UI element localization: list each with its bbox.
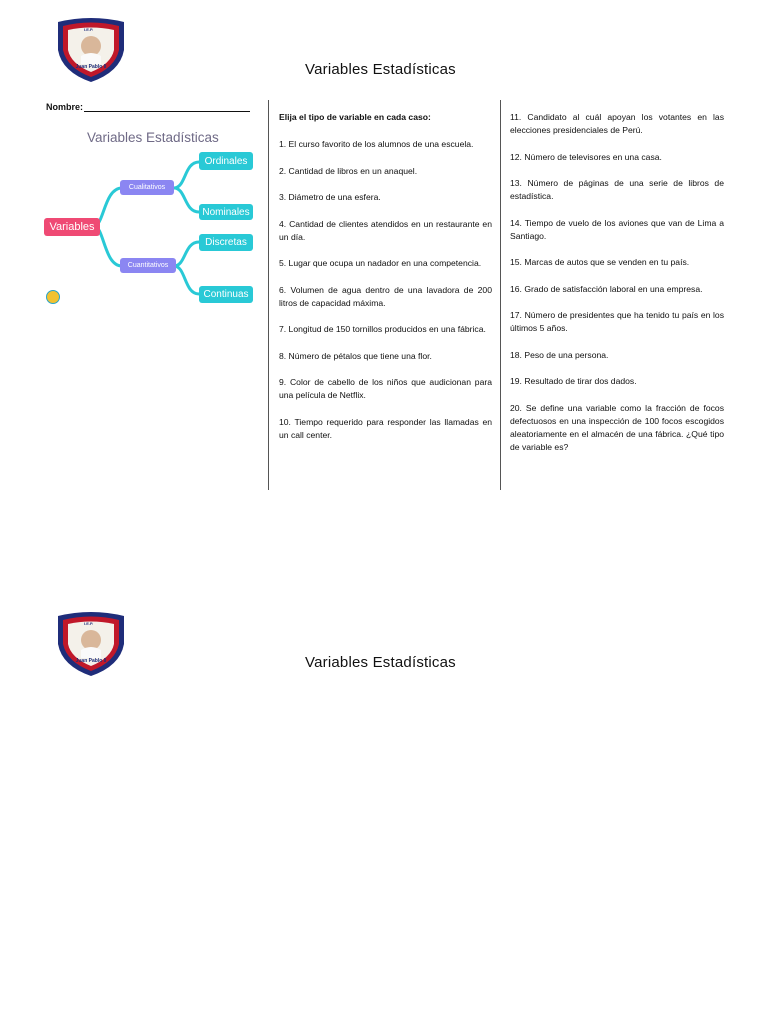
mindmap-badge-icon [46,290,60,304]
question-8: 8. Número de pétalos que tiene una flor. [279,350,432,361]
mindmap-title: Variables Estadísticas [87,130,219,145]
question-11: 11. Candidato al cuál apoyan los votantes en las elecciones presidenciales de Perú. [510,112,724,135]
question-4: 4. Cantidad de clientes atendidos en un restaurante en un día. [279,218,492,242]
question-9: 9. Color de cabello de los niños que audicionan para una película de Netflix. [279,377,492,400]
mindmap-leaf-ordinales: Ordinales [199,152,253,170]
logo-name-text-page2: Juan Pablo II [75,658,107,664]
mindmap-leaf-nominales: Nominales [199,204,253,220]
logo-top-text-page2: I.E.P. [84,621,94,626]
question-17: 17. Número de presidentes que ha tenido tu país en los últimos 5 años. [510,310,724,333]
instructions: Elija el tipo de variable en cada caso: [279,112,431,122]
mindmap [44,122,256,308]
school-logo [54,16,128,84]
mindmap-leaf-discretas: Discretas [199,234,253,251]
question-20: 20. Se define una variable como la fracción de focos defectuosos en una inspección de 100 focos escogidos aleatoriamente en el almacén de una fábrica. ¿Qué tipo de variable es? [510,402,724,452]
page-title: Variables Estadísticas [305,61,456,78]
question-16: 16. Grado de satisfacción laboral en una empresa. [510,283,703,294]
column-divider-left [268,100,269,490]
question-12: 12. Número de televisores en una casa. [510,151,662,162]
nombre-label: Nombre: [46,102,84,112]
mindmap-branch-cualitativos: Cualitativos [120,180,174,195]
mindmap-root: Variables [44,218,100,236]
question-6: 6. Volumen de agua dentro de una lavadora de 200 litros de capacidad máxima. [279,284,492,308]
nombre-line[interactable] [84,103,250,112]
mindmap-leaf-continuas: Continuas [199,286,253,303]
logo-name-text: Juan Pablo II [75,64,107,70]
column-divider-right [500,100,501,490]
question-15: 15. Marcas de autos que se venden en tu país. [510,257,690,267]
question-3: 3. Diámetro de una esfera. [279,192,381,202]
question-7: 7. Longitud de 150 tornillos producidos en una fábrica. [279,324,486,334]
question-2: 2. Cantidad de libros en un anaquel. [279,165,418,176]
questions-column-1 [279,111,492,455]
page-title-page2: Variables Estadísticas [305,654,456,671]
mindmap-branch-cuantitativos: Cuantitativos [120,258,176,273]
question-1: 1. El curso favorito de los alumnos de una escuela. [279,139,474,149]
logo-top-text: I.E.P. [84,27,94,32]
question-5: 5. Lugar que ocupa un nadador en una competencia. [279,258,482,268]
school-logo-page2 [54,610,128,678]
question-13: 13. Número de páginas de una serie de libros de estadística. [510,178,724,201]
questions-column-2 [510,111,724,467]
nombre-field[interactable] [46,102,250,112]
question-19: 19. Resultado de tirar dos dados. [510,376,637,386]
question-10: 10. Tiempo requerido para responder las llamadas en un call center. [279,416,492,440]
question-18: 18. Peso de una persona. [510,349,609,360]
question-14: 14. Tiempo de vuelo de los aviones que van de Lima a Santiago. [510,217,724,241]
